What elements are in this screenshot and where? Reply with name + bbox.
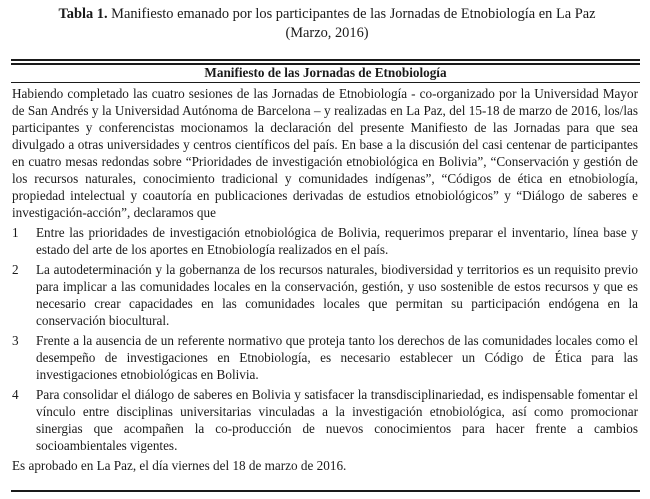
item-text: Frente a la ausencia de un referente normativo que proteja tanto los derechos de las comunidades locales como el desempeño de investigaciones en Etnobiología, es necesario establecer un Código de Ética para las investigaciones etnobiológicas en Bolivia. [36, 333, 638, 382]
caption-date: (Marzo, 2016) [285, 25, 369, 41]
list-item [12, 224, 638, 258]
caption-label: Tabla 1. [58, 6, 108, 22]
item-number: 1 [12, 225, 19, 240]
item-text: Entre las prioridades de investigación etnobiológica de Bolivia, requerimos preparar el inventario, línea base y estado del arte de los aportes en Etnobiología realizados en el país. [36, 225, 638, 257]
table-body [12, 85, 638, 474]
header-divider [11, 82, 640, 83]
caption-title: Manifiesto emanado por los participantes de las Jornadas de Etnobiología en La Paz [111, 6, 596, 22]
item-text: La autodeterminación y la gobernanza de los recursos naturales, biodiversidad y territorios es un requisito previo para implicar a las comunidades locales en la conservación, gestión, y uso sostenible de estos recursos y que es necesario crear capacidades en las comunidades locales que permitan su participación endógena en la conservación biocultural. [36, 262, 638, 328]
table-caption [14, 5, 640, 43]
intro-paragraph: Habiendo completado las cuatro sesiones de las Jornadas de Etnobiología - co-organizado por la Universidad Mayor de San Andrés y la Universidad Autónoma de Barcelona – y realizadas en La Paz, del 15-18 de marzo de 2016, los/las participantes y conferencistas mocionamos la declaración del presente Manifiesto de las Jornadas para que sea divulgado a otras universidades y centros científicos del país. En base a la discusión del casi centenar de participantes en cuatro mesas redondas sobre “Prioridades de investigación etnobiológica en Bolivia”, “Conservación y gestión de los recursos naturales, conocimiento tradicional y comunidades indígenas”, “Códigos de ética en etnobiología, propiedad intelectual y coautoría en publicaciones derivadas de estudios etnobiológicos” y “Diálogo de saberes e investigación-acción”, declaramos que [12, 86, 638, 220]
declaration-list [12, 224, 638, 454]
item-text: Para consolidar el diálogo de saberes en Bolivia y satisfacer la transdisciplinariedad, es indispensable fomentar el vínculo entre disciplinas universitarias vinculadas a la investigación etnobiológica, así como promocionar sinergias que acompañen la co-producción de nuevos conocimientos para hacer frente a cambios socioambientales vigentes. [36, 387, 638, 453]
list-item [12, 386, 638, 454]
table-bottom-rule [11, 490, 640, 492]
list-item [12, 261, 638, 329]
table-header: Manifiesto de las Jornadas de Etnobiología [204, 65, 447, 80]
item-number: 2 [12, 262, 19, 277]
item-number: 3 [12, 333, 19, 348]
item-number: 4 [12, 387, 19, 402]
list-item [12, 332, 638, 383]
closing-statement: Es aprobado en La Paz, el día viernes del 18 de marzo de 2016. [12, 458, 347, 473]
table-top-rule [11, 59, 640, 61]
